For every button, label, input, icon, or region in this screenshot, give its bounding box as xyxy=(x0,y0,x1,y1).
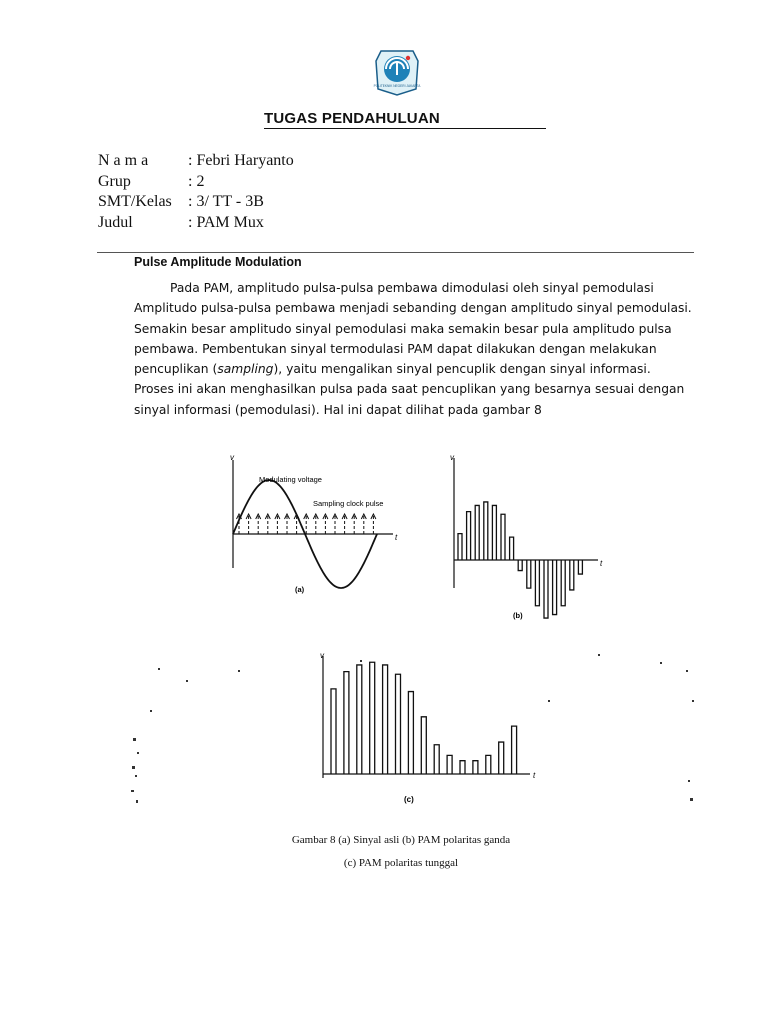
page-title: TUGAS PENDAHULUAN xyxy=(264,110,440,127)
title-underline xyxy=(264,110,546,129)
horizontal-divider xyxy=(97,252,694,253)
paragraph-text-1: Pada PAM, amplitudo pulsa-pulsa pembawa dimodulasi oleh sinyal pemodulasi Amplitudo pulsa-pulsa pembawa menjadi sebanding dengan amplitudo sinyal pemodulasi. Semakin besar amplitudo sinyal pemodulasi maka semakin besar pula amplitudo pulsa pembawa. Pembentukan sinyal termodulasi PAM dapat dilakukan dengan melakukan pencuplikan ( xyxy=(134,281,692,377)
pam-unipolar-pulse xyxy=(473,761,478,774)
caption-line-1: Gambar 8 (a) Sinyal asli (b) PAM polaritas ganda xyxy=(291,834,511,846)
body-paragraph xyxy=(134,278,694,420)
caption-line-2: (c) PAM polaritas tunggal xyxy=(343,857,459,869)
info-row-name xyxy=(98,151,294,172)
info-row-class xyxy=(98,192,294,213)
pam-bipolar-pulse xyxy=(578,560,582,574)
info-label: N a m a xyxy=(98,152,149,169)
info-value: : 2 xyxy=(188,172,205,190)
axis-t-label: t xyxy=(600,559,603,568)
figure-c-pam-unipolar xyxy=(128,640,698,816)
pam-bipolar-pulse xyxy=(467,512,471,560)
pam-bipolar-pulse xyxy=(535,560,539,606)
sampling-clock-label: Sampling clock pulse xyxy=(313,499,384,508)
figure-c-caption: (c) xyxy=(404,795,414,804)
info-label: Grup xyxy=(98,172,131,190)
pam-unipolar-pulse xyxy=(383,665,388,774)
pam-bipolar-pulse xyxy=(475,505,479,560)
pam-bipolar-pulse xyxy=(561,560,565,606)
figure-b-pam-bipolar xyxy=(440,448,610,620)
pam-unipolar-pulse xyxy=(396,674,401,774)
paragraph-italic: sampling xyxy=(217,362,274,377)
figure-caption xyxy=(240,829,562,875)
pam-unipolar-pulse xyxy=(447,755,452,774)
info-value: : Febri Haryanto xyxy=(188,152,294,169)
pam-unipolar-pulse xyxy=(408,692,413,774)
info-value: : PAM Mux xyxy=(188,213,264,231)
info-label: Judul xyxy=(98,213,133,231)
pam-bipolar-pulse xyxy=(527,560,531,588)
axis-t-label: t xyxy=(533,771,536,780)
info-value: : 3/ TT - 3B xyxy=(188,193,264,210)
institution-logo xyxy=(372,47,422,97)
section-title: Pulse Amplitude Modulation xyxy=(134,255,302,269)
axis-t-label: t xyxy=(395,533,398,542)
student-info xyxy=(98,151,294,233)
pam-bipolar-pulse xyxy=(544,560,548,618)
axis-v-label: v xyxy=(320,651,324,660)
info-label: SMT/Kelas xyxy=(98,193,172,210)
figure-b-caption: (b) xyxy=(513,611,523,620)
figure-a-original-signal xyxy=(205,448,410,600)
pam-unipolar-pulse xyxy=(512,726,517,774)
axis-v-label: v xyxy=(230,453,234,462)
pam-bipolar-pulse xyxy=(510,537,514,560)
scan-noise xyxy=(131,654,694,803)
pam-bipolar-pulse xyxy=(492,505,496,560)
paragraph-text-2: ), yaitu mengalikan sinyal pencuplik dengan sinyal informasi. Proses ini akan menghasilkan pulsa pada saat pencuplikan yang besarnya sesuai dengan sinyal informasi (pemodulasi). Hal ini dapat dilihat pada gambar 8 xyxy=(134,362,685,417)
pam-unipolar-pulse xyxy=(421,717,426,774)
pam-bipolar-pulse xyxy=(553,560,557,615)
axis-v-label: v xyxy=(450,453,454,462)
logo-text: POLITEKNIK NEGERI JAKARTA xyxy=(373,84,421,88)
pam-unipolar-pulse xyxy=(370,662,375,774)
pam-unipolar-pulse xyxy=(486,755,491,774)
pam-unipolar-pulse xyxy=(331,689,336,774)
pam-unipolar-pulse xyxy=(499,742,504,774)
pam-unipolar-pulse xyxy=(357,665,362,774)
info-row-group xyxy=(98,172,294,193)
modulating-voltage-label: Modulating voltage xyxy=(259,475,322,484)
figure-a-caption: (a) xyxy=(295,585,305,594)
pam-bipolar-pulse xyxy=(501,514,505,560)
pam-unipolar-pulse xyxy=(460,761,465,774)
pam-bipolar-pulse xyxy=(570,560,574,590)
pam-unipolar-pulse xyxy=(434,745,439,774)
pam-bipolar-pulse xyxy=(518,560,522,571)
info-row-title xyxy=(98,213,294,234)
pam-unipolar-pulse xyxy=(344,672,349,774)
pam-bipolar-pulse xyxy=(484,502,488,560)
pam-bipolar-pulse xyxy=(458,534,462,560)
